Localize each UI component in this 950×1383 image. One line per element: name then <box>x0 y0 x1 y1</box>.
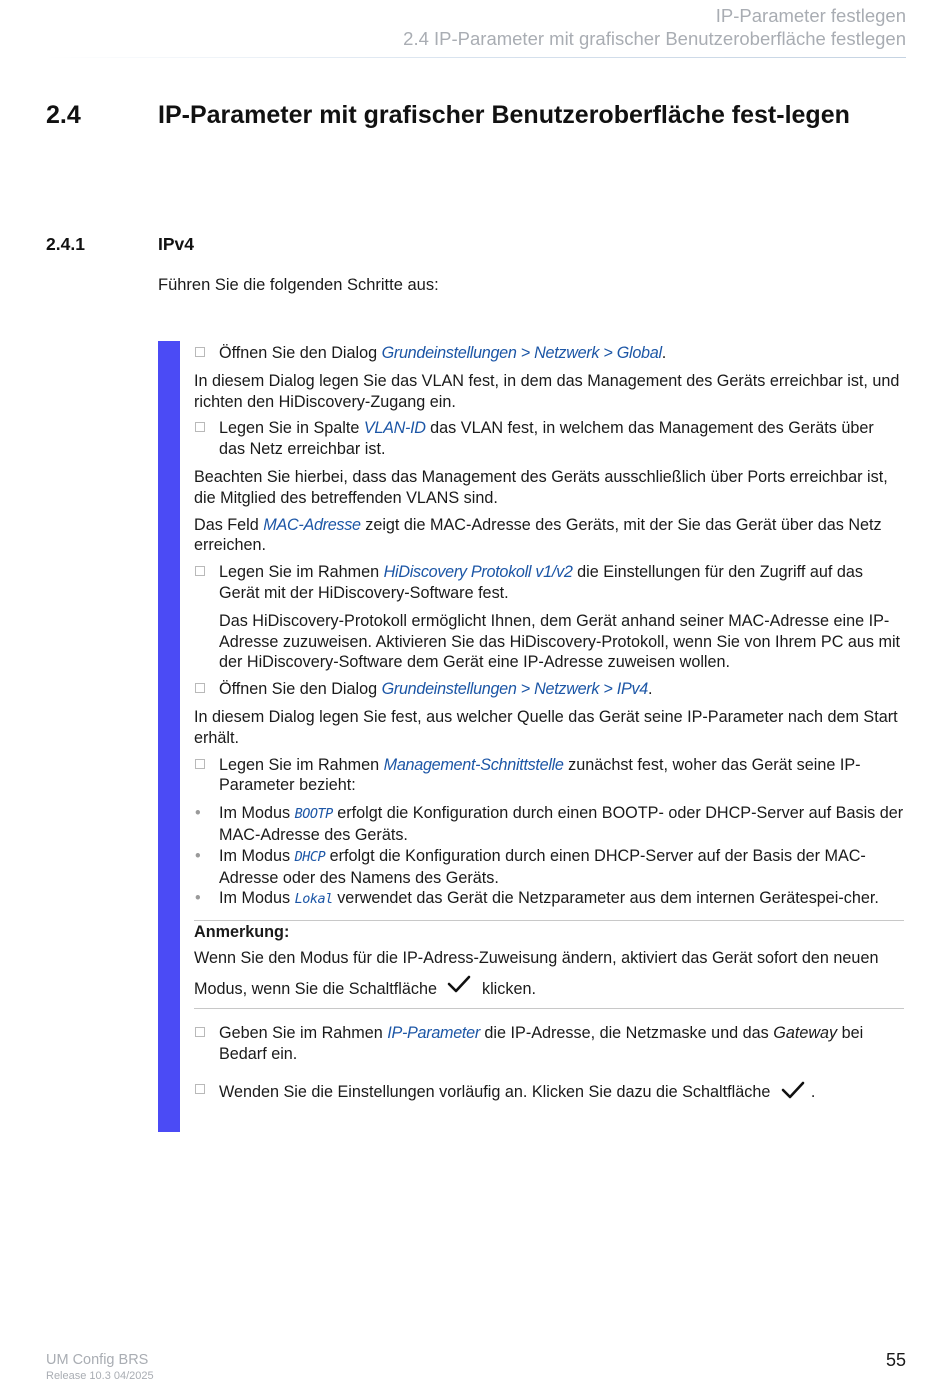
header-divider <box>46 57 906 58</box>
ui-term-mac-address: MAC-Adresse <box>263 515 361 534</box>
step-hidiscovery: Legen Sie im Rahmen HiDiscovery Protokoll v1/v2 die Einstellungen für den Zugriff auf das Gerät mit der HiDiscovery-Software fest. <box>194 562 904 604</box>
step-checkbox-icon <box>195 566 205 576</box>
note-body: Wenn Sie den Modus für die IP-Adress-Zuweisung ändern, aktiviert das Gerät sofort den neuen Modus, wenn Sie die Schaltfläche klicken. <box>194 943 904 1005</box>
ui-term-hidiscovery: HiDiscovery Protokoll v1/v2 <box>383 563 573 582</box>
step-set-vlan-id: Legen Sie in Spalte VLAN-ID das VLAN fest, in welchem das Management des Geräts über das Netz erreichbar ist. <box>194 418 904 460</box>
step-checkbox-icon <box>195 347 205 357</box>
bullet-icon: • <box>195 846 201 865</box>
note-title: Anmerkung: <box>194 923 290 942</box>
step-checkbox-icon <box>195 1027 205 1037</box>
paragraph-hidiscovery-info: Das HiDiscovery-Protokoll ermöglicht Ihnen, dem Gerät anhand seiner MAC-Adresse eine IP-Adresse zuzuweisen. Aktivieren Sie das HiDiscovery-Protokoll, wenn Sie von Ihrem PC aus mit der HiDiscovery-Software dem Gerät eine IP-Adresse zuweisen wollen. <box>219 611 901 672</box>
section-title: IP-Parameter mit grafischer Benutzeroberfläche fest-legen <box>158 101 850 129</box>
footer-release: Release 10.3 04/2025 <box>46 1370 154 1382</box>
section-number: 2.4 <box>46 101 81 129</box>
list-item-mode-bootp: • Im Modus BOOTP erfolgt die Konfiguration durch einen BOOTP- oder DHCP-Server auf Basis der MAC-Adresse des Geräts. <box>195 804 904 844</box>
mode-list <box>194 803 904 910</box>
ui-path-global: Grundeinstellungen > Netzwerk > Global <box>381 344 662 362</box>
emphasis-gateway: Gateway <box>773 1024 838 1043</box>
ui-term-vlan-id: VLAN-ID <box>363 419 426 438</box>
step-apply-settings: Wenden Sie die Einstellungen vorläufig an. Klicken Sie dazu die Schaltfläche . <box>194 1080 904 1106</box>
bullet-icon: • <box>195 804 201 823</box>
ui-term-bootp: BOOTP <box>294 806 333 823</box>
running-head-section: 2.4 IP-Parameter mit grafischer Benutzeroberfläche festlegen <box>403 28 906 49</box>
footer <box>46 1352 154 1383</box>
bullet-icon: • <box>195 889 201 908</box>
step-checkbox-icon <box>195 422 205 432</box>
intro-text: Führen Sie die folgenden Schritte aus: <box>158 276 439 294</box>
paragraph-vlan-info: In diesem Dialog legen Sie das VLAN fest, in dem das Management des Geräts erreichbar ist, und richten den HiDiscovery-Zugang ein. <box>194 371 900 411</box>
subsection-number: 2.4.1 <box>46 234 85 254</box>
step-open-global-dialog: Öffnen Sie den Dialog Grundeinstellungen > Netzwerk > Global. <box>194 343 904 364</box>
step-checkbox-icon <box>195 683 205 693</box>
checkmark-icon <box>447 974 471 1005</box>
step-checkbox-icon <box>195 1084 205 1094</box>
step-open-ipv4-dialog: Öffnen Sie den Dialog Grundeinstellungen > Netzwerk > IPv4. <box>194 679 904 700</box>
list-item-mode-dhcp: • Im Modus DHCP erfolgt die Konfiguration durch einen DHCP-Server auf der Basis der MAC-Adresse oder des Namens des Geräts. <box>195 846 866 887</box>
footer-document-title: UM Config BRS <box>46 1352 149 1368</box>
instruction-bar <box>158 341 180 1132</box>
note-box <box>194 920 904 1009</box>
list-item-mode-lokal: • Im Modus Lokal verwendet das Gerät die Netzparameter aus dem internen Gerätespei-cher. <box>195 889 879 908</box>
running-head <box>403 4 906 50</box>
paragraph-vlan-note: Beachten Sie hierbei, dass das Management des Geräts ausschließlich über Ports erreichbar ist, die Mitglied des betreffenden VLANS sind. <box>194 467 888 507</box>
running-head-chapter: IP-Parameter festlegen <box>715 5 906 26</box>
step-checkbox-icon <box>195 759 205 769</box>
instruction-block <box>194 343 904 1113</box>
ui-term-lokal: Lokal <box>294 891 333 908</box>
checkmark-icon <box>781 1080 805 1106</box>
paragraph-mac-address: Das Feld MAC-Adresse zeigt die MAC-Adresse des Geräts, mit der Sie das Gerät über das Netz erreichen. <box>194 515 882 555</box>
subsection-title: IPv4 <box>158 234 194 254</box>
ui-path-ipv4: Grundeinstellungen > Netzwerk > IPv4 <box>381 680 648 699</box>
step-management-interface: Legen Sie im Rahmen Management-Schnittstelle zunächst fest, woher das Gerät seine IP-Parameter bezieht: <box>194 755 904 797</box>
ui-term-dhcp: DHCP <box>294 848 326 865</box>
paragraph-ipv4-info: In diesem Dialog legen Sie fest, aus welcher Quelle das Gerät seine IP-Parameter nach dem Start erhält. <box>194 707 898 747</box>
page-number: 55 <box>885 1350 906 1370</box>
ui-term-ip-parameters: IP-Parameter <box>387 1024 480 1043</box>
ui-term-management-interface: Management-Schnittstelle <box>383 755 564 774</box>
step-ip-parameters: Geben Sie im Rahmen IP-Parameter die IP-Adresse, die Netzmaske und das Gateway bei Bedarf ein. <box>194 1023 904 1065</box>
